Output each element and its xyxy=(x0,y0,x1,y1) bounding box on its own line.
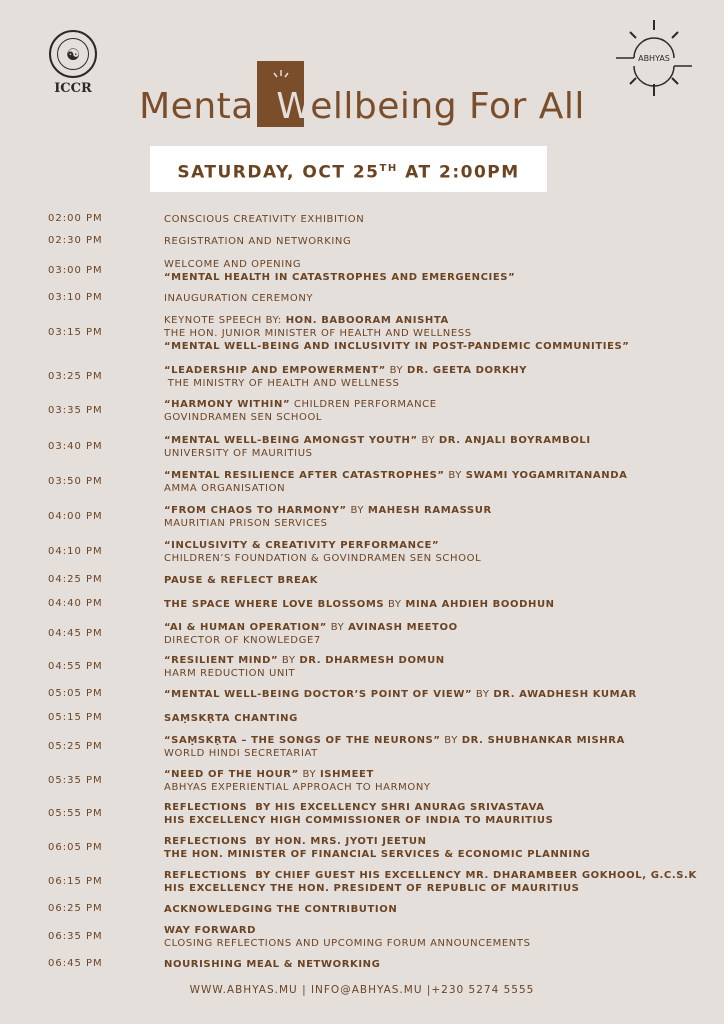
schedule-time: 06:25 PM xyxy=(48,903,103,914)
description-line xyxy=(164,781,704,794)
schedule-description xyxy=(164,712,704,725)
text: UNIVERSITY OF MAURITIUS xyxy=(164,448,313,459)
schedule-description xyxy=(164,734,704,760)
bold-text: “MENTAL WELL-BEING DOCTOR’S POINT OF VIEW” xyxy=(164,689,473,700)
schedule-description xyxy=(164,903,704,916)
description-line xyxy=(164,958,704,971)
description-line xyxy=(164,340,704,353)
description-line xyxy=(164,903,704,916)
description-line xyxy=(164,747,704,760)
schedule-description xyxy=(164,235,704,248)
bold-text: “FROM CHAOS TO HARMONY” xyxy=(164,505,347,516)
bold-text: “LEADERSHIP AND EMPOWERMENT” xyxy=(164,365,386,376)
page-title: Mental Wellbeing For All xyxy=(139,86,585,127)
schedule-description xyxy=(164,398,704,424)
schedule-description xyxy=(164,434,704,460)
schedule-description xyxy=(164,801,704,827)
description-line xyxy=(164,411,704,424)
schedule-description xyxy=(164,213,704,226)
bold-text: “MENTAL WELL-BEING AND INCLUSIVITY IN POST-PANDEMIC COMMUNITIES” xyxy=(164,341,630,352)
text: REGISTRATION AND NETWORKING xyxy=(164,236,352,247)
description-line xyxy=(164,447,704,460)
bold-text: MAHESH RAMASSUR xyxy=(367,505,492,516)
bold-text: REFLECTIONS BY HIS EXCELLENCY SHRI ANURAG SRIVASTAVA xyxy=(164,802,545,813)
description-line xyxy=(164,574,704,587)
text: BY xyxy=(346,505,368,516)
text: BY xyxy=(472,689,494,700)
schedule-time: 05:15 PM xyxy=(48,712,103,723)
schedule-time: 04:00 PM xyxy=(48,510,103,522)
text: THE HON. JUNIOR MINISTER OF HEALTH AND WELLNESS xyxy=(164,328,472,339)
description-line xyxy=(164,937,704,950)
bold-text: “NEED OF THE HOUR” xyxy=(164,769,299,780)
text: BY xyxy=(417,435,439,446)
schedule-description xyxy=(164,924,704,950)
text: CLOSING REFLECTIONS AND UPCOMING FORUM ANNOUNCEMENTS xyxy=(164,938,531,949)
schedule-time: 06:45 PM xyxy=(48,958,103,969)
bold-text: REFLECTIONS BY CHIEF GUEST HIS EXCELLENCY MR. DHARAMBEER GOKHOOL, G.C.S.K xyxy=(164,870,697,881)
description-line xyxy=(164,377,704,390)
description-line xyxy=(164,504,704,517)
schedule-time: 04:25 PM xyxy=(48,574,103,585)
description-line xyxy=(164,654,704,667)
schedule-description xyxy=(164,869,704,895)
text: BY xyxy=(440,735,462,746)
text: CHILDREN’S FOUNDATION & GOVINDRAMEN SEN SCHOOL xyxy=(164,553,482,564)
rays-icon xyxy=(272,70,290,80)
schedule-time: 02:00 PM xyxy=(48,213,103,224)
text: BY xyxy=(384,599,406,610)
bold-text: NOURISHING MEAL & NETWORKING xyxy=(164,959,381,970)
schedule-time: 03:35 PM xyxy=(48,404,103,416)
schedule-time: 03:00 PM xyxy=(48,264,103,276)
schedule-description xyxy=(164,504,704,530)
schedule-time: 06:05 PM xyxy=(48,841,103,853)
bold-text: HIS EXCELLENCY HIGH COMMISSIONER OF INDIA TO MAURITIUS xyxy=(164,815,554,826)
text: KEYNOTE SPEECH BY: xyxy=(164,315,286,326)
bold-text: ISHMEET xyxy=(319,769,374,780)
description-line xyxy=(164,835,704,848)
description-line xyxy=(164,734,704,747)
text: ABHYAS EXPERIENTIAL APPROACH TO HARMONY xyxy=(164,782,431,793)
schedule-time: 05:25 PM xyxy=(48,740,103,752)
description-line xyxy=(164,314,704,327)
schedule-description xyxy=(164,574,704,587)
schedule-time: 04:45 PM xyxy=(48,627,103,639)
schedule-time: 06:15 PM xyxy=(48,875,103,887)
description-line xyxy=(164,469,704,482)
bold-text: ACKNOWLEDGING THE CONTRIBUTION xyxy=(164,904,398,915)
bold-text: MINA AHDIEH BOODHUN xyxy=(405,599,555,610)
description-line xyxy=(164,213,704,226)
schedule-description xyxy=(164,958,704,971)
text: MAURITIAN PRISON SERVICES xyxy=(164,518,328,529)
description-line xyxy=(164,848,704,861)
bold-text: REFLECTIONS BY HON. MRS. JYOTI JEETUN xyxy=(164,836,427,847)
title-w-letter: W xyxy=(276,86,311,127)
description-line xyxy=(164,882,704,895)
description-line xyxy=(164,539,704,552)
text: BY xyxy=(444,470,466,481)
schedule-description xyxy=(164,364,704,390)
description-line xyxy=(164,271,704,284)
bold-text: HIS EXCELLENCY THE HON. PRESIDENT OF REPUBLIC OF MAURITIUS xyxy=(164,883,580,894)
text: WORLD HINDI SECRETARIAT xyxy=(164,748,318,759)
description-line xyxy=(164,869,704,882)
bold-text: “HARMONY WITHIN” xyxy=(164,399,291,410)
bold-text: “INCLUSIVITY & CREATIVITY PERFORMANCE” xyxy=(164,540,440,551)
schedule-time: 03:50 PM xyxy=(48,475,103,487)
iccr-seal-icon: ☯ xyxy=(49,30,97,78)
bold-text: SAṂSKṚTA CHANTING xyxy=(164,713,298,724)
description-line xyxy=(164,327,704,340)
schedule-description xyxy=(164,598,704,611)
bold-text: DR. ANJALI BOYRAMBOLI xyxy=(438,435,591,446)
text: BY xyxy=(385,365,408,376)
description-line xyxy=(164,258,704,271)
text: BY xyxy=(278,655,300,666)
bold-text: “MENTAL RESILIENCE AFTER CATASTROPHES” xyxy=(164,470,445,481)
bold-text: THE SPACE WHERE LOVE BLOSSOMS xyxy=(164,599,385,610)
description-line xyxy=(164,688,704,701)
iccr-label: ICCR xyxy=(54,81,92,96)
text: WELCOME AND OPENING xyxy=(164,259,302,270)
schedule-time: 05:55 PM xyxy=(48,807,103,819)
description-line xyxy=(164,482,704,495)
description-line xyxy=(164,235,704,248)
description-line xyxy=(164,621,704,634)
bold-text: PAUSE & REFLECT BREAK xyxy=(164,575,319,586)
bold-text: SWAMI YOGAMRITANANDA xyxy=(465,470,628,481)
bold-text: DR. GEETA DORKHY xyxy=(407,365,528,376)
bold-text: THE HON. MINISTER OF FINANCIAL SERVICES & ECONOMIC PLANNING xyxy=(164,849,591,860)
text: HARM REDUCTION UNIT xyxy=(164,668,296,679)
text: CHILDREN PERFORMANCE xyxy=(290,399,437,410)
bold-text: DR. DHARMESH DOMUN xyxy=(299,655,445,666)
schedule-time: 04:55 PM xyxy=(48,660,103,672)
bold-text: “MENTAL HEALTH IN CATASTROPHES AND EMERGENCIES” xyxy=(164,272,516,283)
description-line xyxy=(164,814,704,827)
bold-text: AVINASH MEETOO xyxy=(348,622,458,633)
bold-text: HON. BABOORAM ANISHTA xyxy=(285,315,449,326)
schedule-time: 03:40 PM xyxy=(48,440,103,452)
description-line xyxy=(164,552,704,565)
text: BY xyxy=(326,622,349,633)
schedule-time: 03:15 PM xyxy=(48,327,103,338)
schedule-description xyxy=(164,621,704,647)
description-line xyxy=(164,598,704,611)
schedule-description xyxy=(164,835,704,861)
description-line xyxy=(164,924,704,937)
schedule-time: 03:10 PM xyxy=(48,292,103,303)
event-date: SATURDAY, OCT 25TH AT 2:00PM xyxy=(150,146,547,192)
bold-text: “MENTAL WELL-BEING AMONGST YOUTH” xyxy=(164,435,418,446)
bold-text: “RESILIENT MIND” xyxy=(164,655,279,666)
schedule-description xyxy=(164,258,704,284)
schedule-description xyxy=(164,688,704,701)
schedule-description xyxy=(164,469,704,495)
description-line xyxy=(164,364,704,377)
bold-text: WAY FORWARD xyxy=(164,925,257,936)
schedule-time: 05:35 PM xyxy=(48,774,103,786)
description-line xyxy=(164,517,704,530)
description-line xyxy=(164,768,704,781)
abhyas-label: ABHYAS xyxy=(638,54,670,63)
description-line xyxy=(164,712,704,725)
schedule-description xyxy=(164,539,704,565)
text: BY xyxy=(298,769,320,780)
text: INAUGURATION CEREMONY xyxy=(164,293,314,304)
description-line xyxy=(164,292,704,305)
text: GOVINDRAMEN SEN SCHOOL xyxy=(164,412,323,423)
schedule-time: 03:25 PM xyxy=(48,370,103,382)
bold-text: “AI & HUMAN OPERATION” xyxy=(164,622,327,633)
text: THE MINISTRY OF HEALTH AND WELLNESS xyxy=(164,378,400,389)
schedule-time: 05:05 PM xyxy=(48,688,103,699)
schedule-description xyxy=(164,292,704,305)
description-line xyxy=(164,634,704,647)
schedule-time: 04:10 PM xyxy=(48,545,103,557)
description-line xyxy=(164,398,704,411)
schedule-description xyxy=(164,654,704,680)
text: AMMA ORGANISATION xyxy=(164,483,286,494)
schedule-description xyxy=(164,314,704,353)
bold-text: DR. AWADHESH KUMAR xyxy=(493,689,637,700)
schedule-time: 06:35 PM xyxy=(48,930,103,942)
bold-text: “SAṂSKṚTA – THE SONGS OF THE NEURONS” xyxy=(164,735,441,746)
bold-text: DR. SHUBHANKAR MISHRA xyxy=(461,735,625,746)
schedule-time: 04:40 PM xyxy=(48,598,103,609)
description-line xyxy=(164,434,704,447)
description-line xyxy=(164,667,704,680)
description-line xyxy=(164,801,704,814)
schedule-description xyxy=(164,768,704,794)
schedule-time: 02:30 PM xyxy=(48,235,103,246)
footer-contact: WWW.ABHYAS.MU | INFO@ABHYAS.MU |+230 5274 5555 xyxy=(189,984,535,996)
text: DIRECTOR OF KNOWLEDGE7 xyxy=(164,635,321,646)
text: CONSCIOUS CREATIVITY EXHIBITION xyxy=(164,214,365,225)
